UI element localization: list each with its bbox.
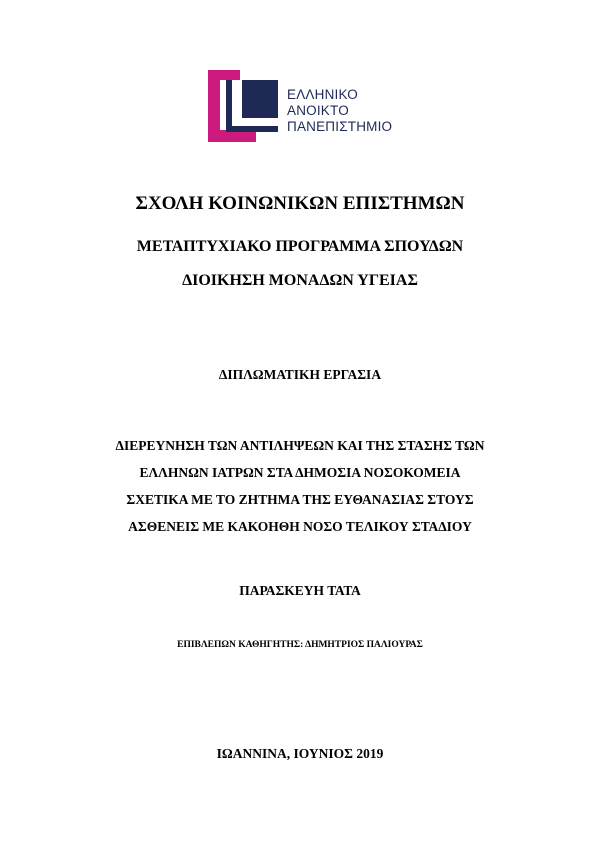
supervisor-line: ΕΠΙΒΛΕΠΩΝ ΚΑΘΗΓΗΤΗΣ: ΔΗΜΗΤΡΙΟΣ ΠΑΛΙΟΥΡΑΣ bbox=[177, 640, 423, 650]
logo-wordmark bbox=[287, 87, 392, 135]
document-type: ΔΙΠΛΩΜΑΤΙΚΗ ΕΡΓΑΣΙΑ bbox=[218, 367, 382, 382]
author-name: ΠΑΡΑΣΚΕΥΗ ΤΑΤΑ bbox=[239, 583, 361, 598]
university-logo bbox=[208, 70, 398, 142]
logo-line-3: ΠΑΝΕΠΙΣΤΗΜΙΟ bbox=[287, 119, 393, 134]
school-name: ΣΧΟΛΗ ΚΟΙΝΩΝΙΚΩΝ ΕΠΙΣΤΗΜΩΝ bbox=[135, 193, 465, 214]
logo-emblem-icon bbox=[208, 70, 282, 142]
thesis-title-line-4: ΑΣΘΕΝΕΙΣ ΜΕ ΚΑΚΟΗΘΗ ΝΟΣΟ ΤΕΛΙΚΟΥ ΣΤΑΔΙΟΥ bbox=[128, 519, 472, 534]
place-and-date: ΙΩΑΝΝΙΝΑ, ΙΟΥΝΙΟΣ 2019 bbox=[216, 746, 384, 761]
logo-line-1: ΕΛΛΗΝΙΚΟ bbox=[287, 87, 358, 102]
thesis-title-line-1: ΔΙΕΡΕΥΝΗΣΗ ΤΩΝ ΑΝΤΙΛΗΨΕΩΝ ΚΑΙ ΤΗΣ ΣΤΑΣΗΣ ΤΩΝ bbox=[115, 438, 485, 453]
specialty-name: ΔΙΟΙΚΗΣΗ ΜΟΝΑΔΩΝ ΥΓΕΙΑΣ bbox=[182, 272, 418, 289]
logo-line-2: ΑΝΟΙΚΤΟ bbox=[287, 103, 349, 118]
thesis-title-line-2: ΕΛΛΗΝΩΝ ΙΑΤΡΩΝ ΣΤΑ ΔΗΜΟΣΙΑ ΝΟΣΟΚΟΜΕΙΑ bbox=[139, 465, 461, 480]
program-name: ΜΕΤΑΠΤΥΧΙΑΚΟ ΠΡΟΓΡΑΜΜΑ ΣΠΟΥΔΩΝ bbox=[136, 238, 464, 255]
thesis-title bbox=[0, 432, 600, 540]
thesis-title-line-3: ΣΧΕΤΙΚΑ ΜΕ ΤΟ ΖΗΤΗΜΑ ΤΗΣ ΕΥΘΑΝΑΣΙΑΣ ΣΤΟΥΣ bbox=[126, 492, 474, 507]
